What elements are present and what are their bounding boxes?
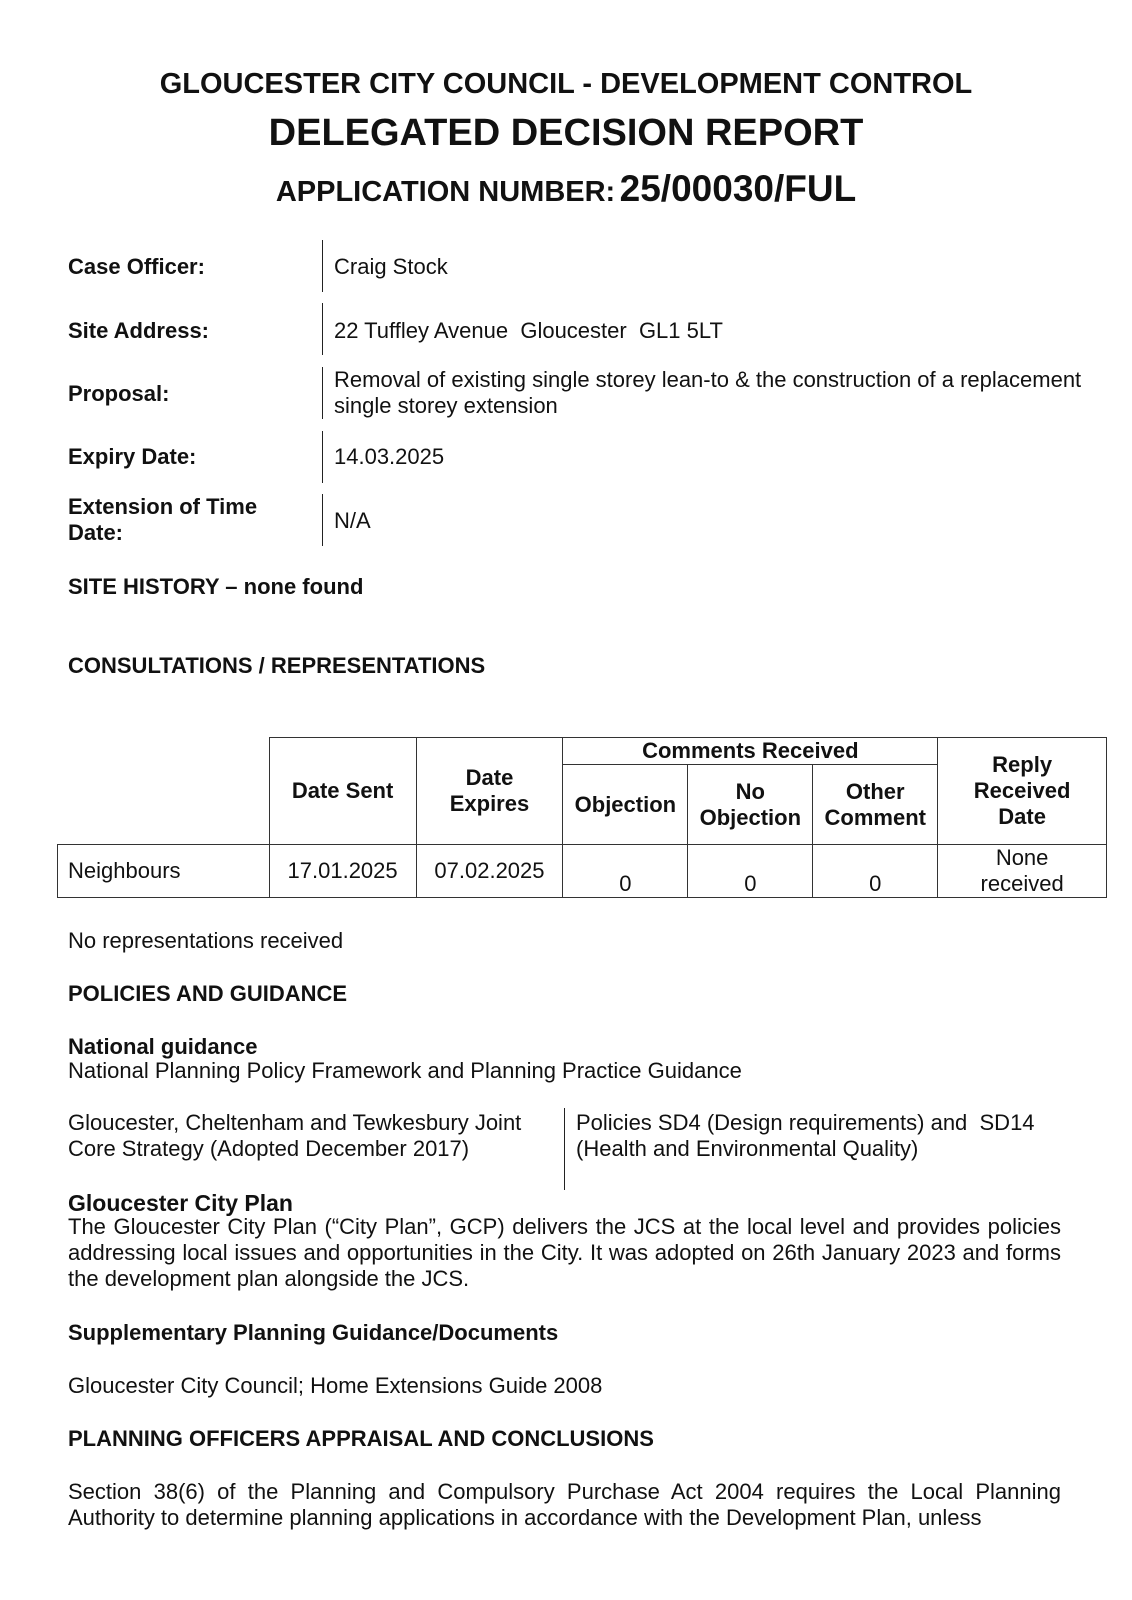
extension-label-line: Date: (68, 520, 124, 545)
proposal-label: Proposal: (68, 381, 170, 406)
divider (564, 1108, 565, 1190)
jcs-policies (576, 1110, 1035, 1162)
proposal-line: Removal of existing single storey lean-to & the construction of a replacement (334, 367, 1082, 392)
col-date-expires (416, 738, 563, 845)
representations-note: No representations received (68, 928, 344, 953)
jcs-title (68, 1110, 521, 1162)
proposal-line: single storey extension (334, 393, 558, 418)
site-address-value: 22 Tuffley Avenue Gloucester GL1 5LT (334, 318, 723, 343)
row-date-expires: 07.02.2025 (416, 845, 563, 898)
consultations-table (57, 737, 1107, 898)
divider (322, 367, 323, 419)
table-corner-cell (58, 738, 270, 845)
consultations-heading: CONSULTATIONS / REPRESENTATIONS (68, 653, 486, 678)
reply-line: received (980, 871, 1064, 896)
row-no-objection: 0 (688, 845, 813, 898)
expiry-date-value: 14.03.2025 (334, 444, 445, 469)
col-objection: Objection (563, 765, 688, 845)
row-objection: 0 (563, 845, 688, 898)
extension-label-line: Extension of Time (68, 494, 258, 519)
report-title: DELEGATED DECISION REPORT (268, 112, 864, 154)
header-line: Received (973, 778, 1071, 803)
national-guidance-text: National Planning Policy Framework and Planning Practice Guidance (68, 1058, 742, 1083)
appraisal-heading: PLANNING OFFICERS APPRAISAL AND CONCLUSIONS (68, 1426, 654, 1451)
application-number-label: APPLICATION NUMBER: (275, 176, 616, 208)
case-officer-label: Case Officer: (68, 254, 205, 279)
reply-line: None (995, 845, 1049, 870)
table-row (58, 845, 1107, 898)
header-line: Reply (992, 752, 1053, 777)
row-name: Neighbours (58, 845, 270, 898)
col-comments-received: Comments Received (563, 738, 938, 765)
row-other-comment: 0 (813, 845, 938, 898)
header-line: Comment (824, 804, 926, 830)
jcs-policies-line: (Health and Environmental Quality) (576, 1136, 919, 1161)
expiry-date-label: Expiry Date: (68, 444, 197, 469)
col-other-comment (813, 765, 938, 845)
header-line: Expires (449, 791, 530, 816)
city-plan-heading: Gloucester City Plan (68, 1190, 293, 1216)
policies-heading: POLICIES AND GUIDANCE (68, 981, 348, 1006)
header-line: Objection (699, 804, 802, 830)
extension-of-time-label (68, 494, 257, 546)
divider (322, 240, 323, 292)
proposal-value (334, 367, 1081, 419)
header-line: Date (998, 804, 1046, 829)
row-date-sent: 17.01.2025 (269, 845, 416, 898)
divider (322, 431, 323, 483)
header-line: Other (845, 778, 905, 804)
application-number-line (0, 168, 1132, 210)
appraisal-text: Section 38(6) of the Planning and Compulsory Purchase Act 2004 requires the Local Planning Authority to determine planning applications in accordance with the Development Plan, unless (68, 1479, 1061, 1530)
header-line: No (735, 778, 765, 804)
jcs-line: Core Strategy (Adopted December 2017) (68, 1136, 470, 1161)
extension-of-time-value: N/A (334, 508, 371, 533)
council-heading: GLOUCESTER CITY COUNCIL - DEVELOPMENT CONTROL (159, 68, 973, 100)
site-address-label: Site Address: (68, 318, 210, 343)
spg-text: Gloucester City Council; Home Extensions Guide 2008 (68, 1373, 603, 1398)
divider (322, 303, 323, 355)
city-plan-text: The Gloucester City Plan (“City Plan”, GCP) delivers the JCS at the local level and provides policies addressing local issues and opportunities in the City. It was adopted on 26th January 2023 and forms the development plan alongside the JCS. (68, 1214, 1061, 1291)
col-no-objection (688, 765, 813, 845)
jcs-line: Gloucester, Cheltenham and Tewkesbury Joint (68, 1110, 522, 1135)
jcs-policies-line: Policies SD4 (Design requirements) and SD14 (576, 1110, 1035, 1135)
divider (322, 494, 323, 546)
header-line: Date (465, 765, 514, 790)
application-number: 25/00030/FUL (619, 168, 857, 209)
col-date-sent: Date Sent (269, 738, 416, 845)
col-reply-received-date (938, 738, 1107, 845)
spg-heading: Supplementary Planning Guidance/Documents (68, 1320, 559, 1345)
site-history: SITE HISTORY – none found (68, 574, 364, 599)
case-officer-value: Craig Stock (334, 254, 448, 279)
row-reply-date (938, 845, 1107, 898)
national-guidance-heading: National guidance (68, 1034, 258, 1059)
